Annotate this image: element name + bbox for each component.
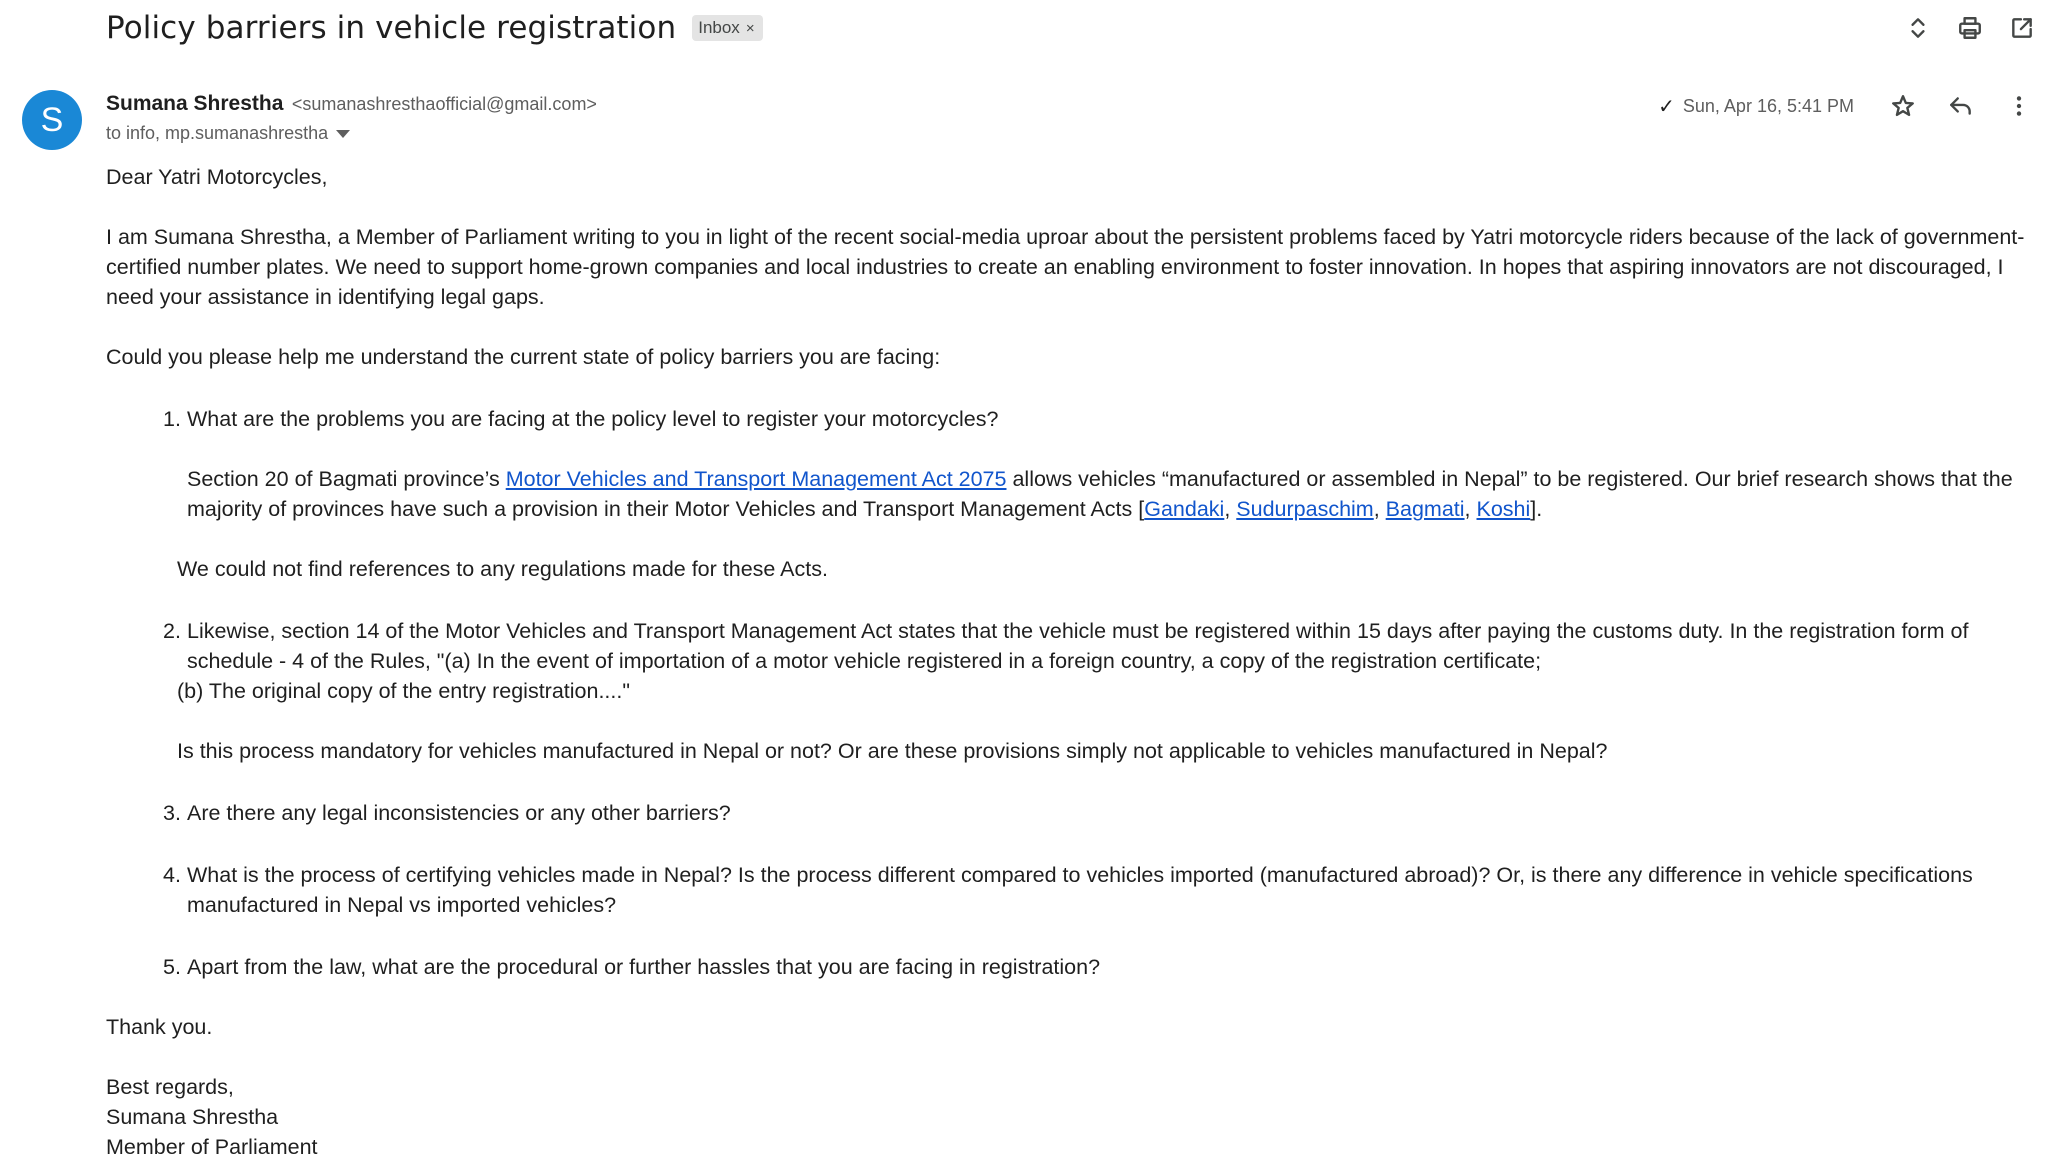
separator: , — [1373, 497, 1386, 521]
check-icon: ✓ — [1658, 95, 1675, 118]
reply-icon — [1948, 93, 1974, 119]
unfold-icon — [1905, 15, 1931, 41]
subject-row — [106, 8, 763, 48]
show-details-caret-icon[interactable] — [336, 130, 350, 138]
label-chip-text: Inbox — [698, 18, 740, 37]
star-icon — [1890, 93, 1916, 119]
list-number: 2. — [163, 619, 181, 643]
print-icon — [1957, 15, 1983, 41]
reply-button[interactable] — [1932, 88, 1990, 124]
thread-actions — [1892, 10, 2048, 46]
detail-text: allows vehicles “manufactured or assembled in Nepal” to be registered. Our brief research shows that the majority of provinces have such a provision in their Motor Vehicles and Transport Management Acts [ — [187, 467, 2013, 521]
list-number: 5. — [163, 955, 181, 979]
link-sudurpaschim[interactable]: Sudurpaschim — [1236, 497, 1374, 521]
question-5: Apart from the law, what are the procedural or further hassles that you are facing in registration? — [187, 955, 1101, 979]
print-all-button[interactable] — [1944, 10, 1996, 46]
list-number: 4. — [163, 863, 181, 887]
question-1-detail — [106, 464, 2026, 524]
list-item — [106, 798, 2026, 828]
intro-paragraph: I am Sumana Shrestha, a Member of Parliament writing to you in light of the recent social-media uproar about the persistent problems faced by Yatri motorcycle riders because of the lack of government-certified number plates. We need to support home-grown companies and local industries to create an enabling environment to foster innovation. In hopes that aspiring innovators are not discouraged, I need your assistance in identifying legal gaps. — [106, 225, 2025, 309]
sender-email: <sumanashresthaofficial@gmail.com> — [291, 94, 597, 114]
separator: , — [1464, 497, 1477, 521]
list-item — [106, 616, 2026, 676]
recipients-text: to info, mp.sumanashrestha — [106, 123, 329, 143]
message-body — [106, 162, 2026, 1162]
link-koshi[interactable]: Koshi — [1476, 497, 1531, 521]
question-4: What is the process of certifying vehicles made in Nepal? Is the process different compared to vehicles imported (manufactured abroad)? Or, is there any difference in vehicle specifications manufactured in Nepal vs imported vehicles? — [187, 863, 1973, 917]
signature-title: Member of Parliament — [106, 1135, 318, 1159]
list-item — [106, 860, 2026, 920]
open-in-new-window-button[interactable] — [1996, 10, 2048, 46]
signature-name: Sumana Shrestha — [106, 1105, 279, 1129]
label-chip-inbox[interactable] — [692, 15, 762, 41]
closing-regards: Best regards, — [106, 1075, 234, 1099]
more-vert-icon — [2006, 93, 2032, 119]
detail-text: ]. — [1530, 497, 1543, 521]
question-2: Likewise, section 14 of the Motor Vehicles and Transport Management Act states that the vehicle must be registered within 15 days after paying the customs duty. In the registration form of schedule - 4 of the Rules, "(a) In the event of importation of a motor vehicle registered in a foreign country, a copy of the registration certificate; — [187, 619, 1969, 673]
message-actions — [1658, 86, 2048, 126]
list-number: 1. — [163, 407, 181, 431]
detail-text: Section 20 of Bagmati province’s — [187, 467, 506, 491]
question-1: What are the problems you are facing at the policy level to register your motorcycles? — [187, 407, 999, 431]
sender-avatar[interactable]: S — [22, 90, 82, 150]
link-bagmati[interactable]: Bagmati — [1385, 497, 1465, 521]
open-in-new-icon — [2009, 15, 2035, 41]
more-options-button[interactable] — [1990, 88, 2048, 124]
recipients-line — [106, 123, 350, 144]
question-3: Are there any legal inconsistencies or any other barriers? — [187, 801, 731, 825]
list-number: 3. — [163, 801, 181, 825]
remove-label-icon[interactable]: × — [745, 19, 755, 37]
sender-line — [106, 92, 597, 116]
separator: , — [1224, 497, 1237, 521]
sender-name[interactable]: Sumana Shrestha — [106, 92, 284, 115]
question-intro: Could you please help me understand the current state of policy barriers you are facing: — [106, 345, 941, 369]
expand-all-button[interactable] — [1892, 10, 1944, 46]
question-2-b: (b) The original copy of the entry registration...." — [177, 679, 630, 703]
closing-thanks: Thank you. — [106, 1015, 213, 1039]
email-subject: Policy barriers in vehicle registration — [106, 10, 677, 46]
link-gandaki[interactable]: Gandaki — [1144, 497, 1225, 521]
message-date: Sun, Apr 16, 5:41 PM — [1682, 95, 1854, 116]
question-1-note: We could not find references to any regulations made for these Acts. — [177, 557, 828, 581]
greeting: Dear Yatri Motorcycles, — [106, 165, 328, 189]
list-item — [106, 952, 2026, 982]
link-motor-vehicles-act[interactable]: Motor Vehicles and Transport Management Act 2075 — [505, 467, 1007, 491]
list-item — [106, 404, 2026, 434]
question-2-note: Is this process mandatory for vehicles manufactured in Nepal or not? Or are these provisions simply not applicable to vehicles manufactured in Nepal? — [177, 739, 1608, 763]
star-button[interactable] — [1874, 88, 1932, 124]
